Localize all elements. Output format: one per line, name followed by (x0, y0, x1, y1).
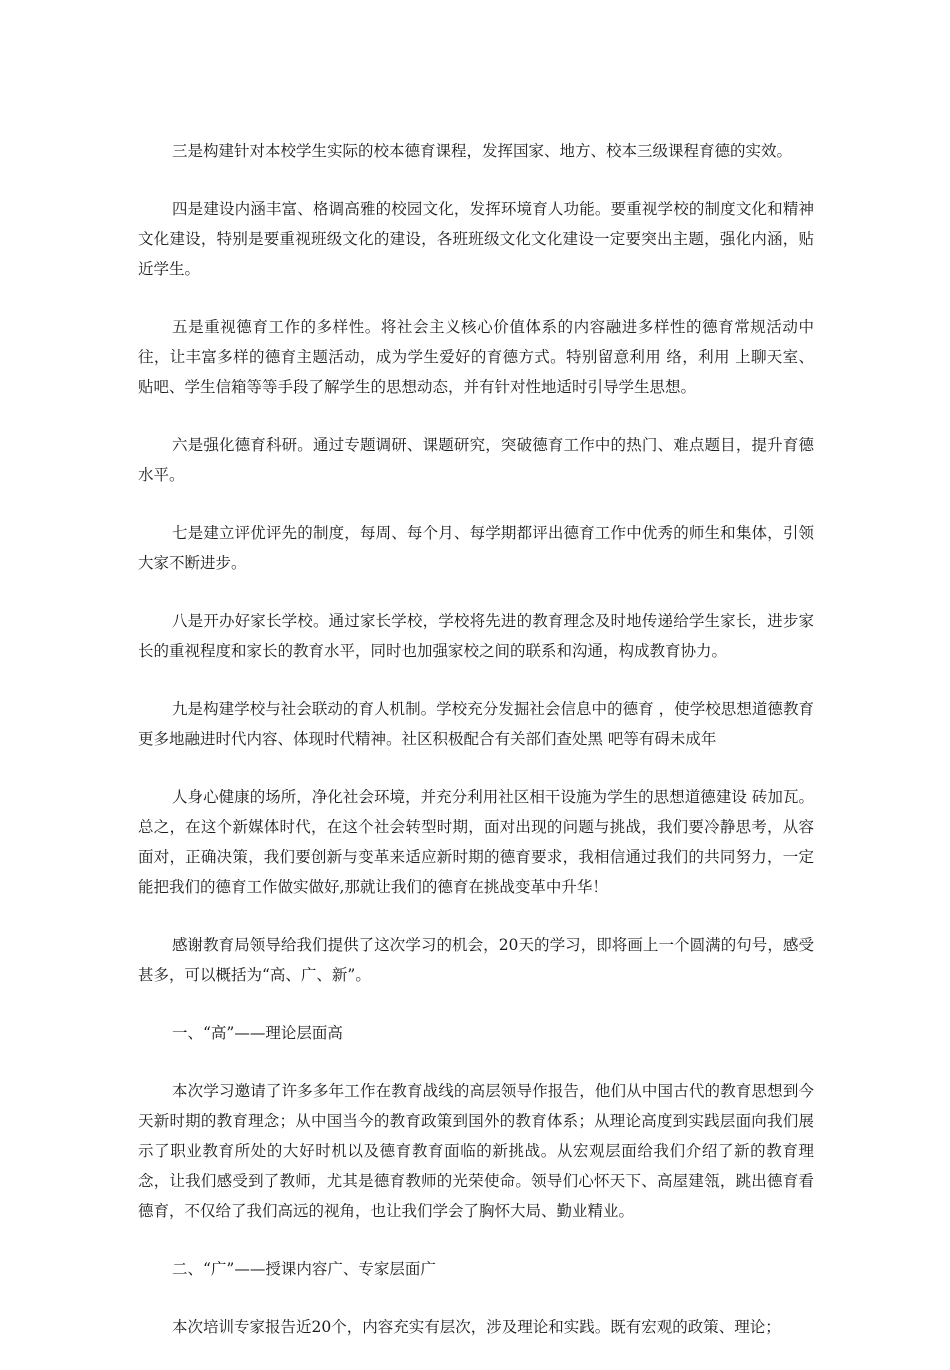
paragraph-three: 三是构建针对本校学生实际的校本德育课程，发挥国家、地方、校本三级课程育德的实效。 (172, 142, 793, 160)
paragraph-conclusion: 人身心健康的场所，净化社会环境，并充分利用社区相干设施为学生的思想道德建设 砖加瓦。 总之，在这个新媒体时代，在这个社会转型时期，面对出现的问题与挑战，我们要冷静思考，从容面对，正确决策，我们要创新与变革来适应新时期的德育要求，我相信通过我们的共同努力，一定能把我们的德育工作做实做好,那就让我们的德育在挑战变革中升华！ (138, 788, 814, 896)
paragraph-high-content: 本次学习邀请了许多多年工作在教育战线的高层领导作报告，他们从中国古代的教育思想到今天新时期的教育理念；从中国当今的教育政策到国外的教育体系；从理论高度到实践层面向我们展示了职业教育所处的大好时机以及德育教育面临的新挑战。从宏观层面给我们介绍了新的教育理念，让我们感受到了教师，尤其是德育教师的光荣使命。领导们心怀天下、高屋建瓴，跳出德育看德育，不仅给了我们高远的视角，也让我们学会了胸怀大局、勤业精业。 (138, 1082, 814, 1220)
paragraph-six: 六是强化德育科研。通过专题调研、课题研究，突破德育工作中的热门、难点题目，提升育德水平。 (138, 436, 814, 484)
section-heading-high: 一、“高”——理论层面高 (172, 1024, 343, 1042)
paragraph-thanks: 感谢教育局领导给我们提供了这次学习的机会，20天的学习，即将画上一个圆满的句号，感受甚多，可以概括为“高、广、新”。 (138, 936, 814, 984)
paragraph-broad-content: 本次培训专家报告近20个，内容充实有层次，涉及理论和实践。既有宏观的政策、理论； (172, 1318, 781, 1336)
paragraph-seven: 七是建立评优评先的制度，每周、每个月、每学期都评出德育工作中优秀的师生和集体，引领大家不断进步。 (138, 524, 814, 572)
paragraph-eight: 八是开办好家长学校。通过家长学校，学校将先进的教育理念及时地传递给学生家长，进步家长的重视程度和家长的教育水平，同时也加强家校之间的联系和沟通，构成教育协力。 (138, 612, 814, 660)
paragraph-four: 四是建设内涵丰富、格调高雅的校园文化，发挥环境育人功能。要重视学校的制度文化和精神文化建设，特别是要重视班级文化的建设，各班班级文化文化建设一定要突出主题，强化内涵，贴近学生。 (138, 200, 814, 278)
section-heading-broad: 二、“广”——授课内容广、专家层面广 (172, 1260, 436, 1278)
document-body (138, 136, 814, 1370)
paragraph-nine: 九是构建学校与社会联动的育人机制。学校充分发掘社会信息中的德育 ，使学校思想道德教育更多地融进时代内容、体现时代精神。社区积极配合有关部们查处黑 吧等有碍未成年 (138, 700, 814, 748)
paragraph-five: 五是重视德育工作的多样性。将社会主义核心价值体系的内容融进多样性的德育常规活动中往，让丰富多样的德育主题活动，成为学生爱好的育德方式。特别留意利用 络，利用 上聊天室、贴吧、学生信箱等等手段了解学生的思想动态，并有针对性地适时引导学生思想。 (138, 318, 814, 396)
